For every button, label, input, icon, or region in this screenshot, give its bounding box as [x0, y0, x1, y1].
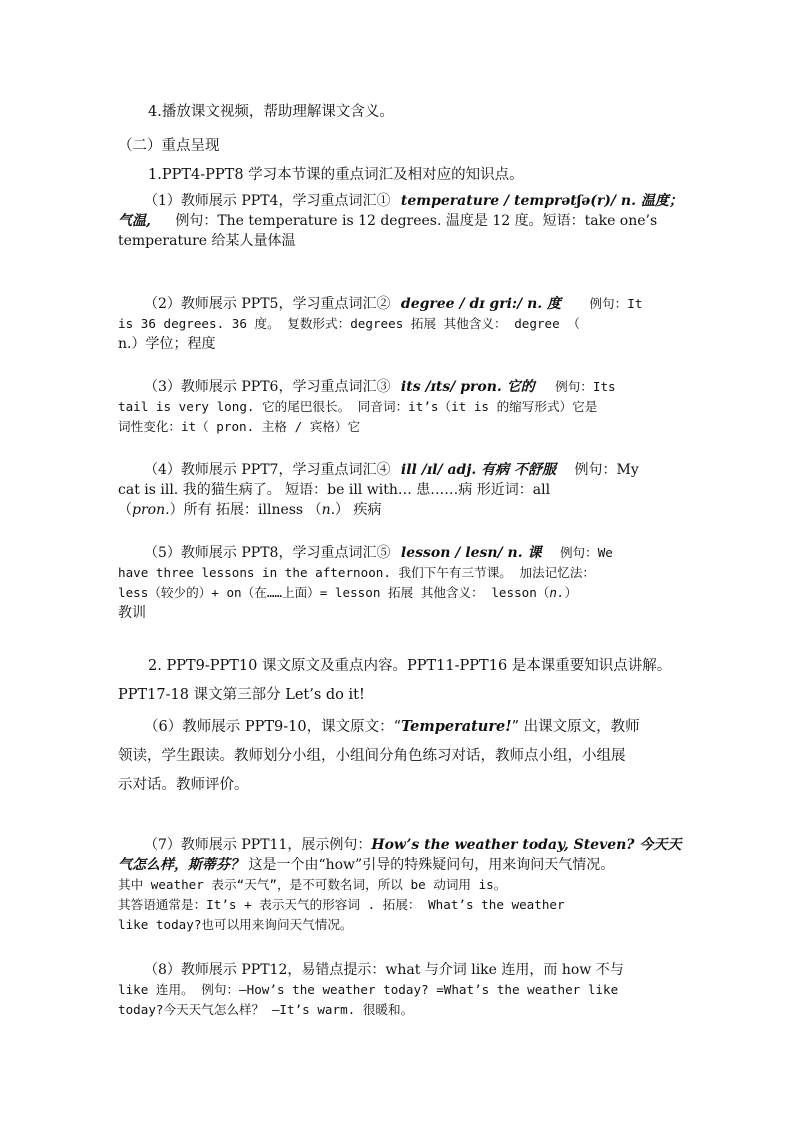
item-2-line2: is 36 degrees. 36 度。 复数形式：degrees 拓展 其他含义： degree （ — [118, 316, 580, 331]
item-4-line2: cat is ill. 我的猫生病了。 短语：be ill with… 患……病 形近词：all — [118, 482, 551, 498]
item-6-line2: 领读，学生跟读。教师划分小组，小组间分角色练习对话，教师点小组，小组展 — [118, 748, 626, 764]
item-1-lead: （1）教师展示 PPT4，学习重点词汇① — [144, 193, 391, 209]
item-3-line2: tail is very long. 它的尾巴很长。 同音词：it’s（it is 的缩写形式）它是 — [118, 399, 598, 414]
item-3-its: （3）教师展示 PPT6，学习重点词汇③ its /ɪts/ pron. 它的 例句：Its tail is very long. 它的尾巴很长。 同音词：it’s（it is 的缩写形式）它是 词性变化：it（ pron. 主格 / 宾格）它 — [118, 377, 680, 437]
item-6-title: Temperature! — [401, 718, 512, 735]
item-1-temperature — [118, 191, 683, 251]
item-6-line3: 示对话。教师评价。 — [118, 777, 249, 793]
item-2-degree: （2）教师展示 PPT5，学习重点词汇② degree / dɪ gri:/ n. 度 例句：It is 36 degrees. 36 度。 复数形式：degrees 拓展 其他含义： degree （ n.）学位；程度 — [118, 294, 680, 354]
item-8-line2: like 连用。 例句：—How’s the weather today? =What’s the weather like — [118, 982, 619, 997]
item-4-line3: （pron.）所有 拓展：illness （n.） 疾病 — [118, 502, 382, 518]
item-2-line3: n.）学位；程度 — [118, 336, 216, 352]
item-4-ill: （4）教师展示 PPT7，学习重点词汇④ ill /ɪl/ adj. 有病 不舒服 例句：My cat is ill. 我的猫生病了。 短语：be ill with… 患……病 形近词：all （pron.）所有 拓展：illness （n.） 疾病 — [118, 460, 680, 520]
item-1-line3: temperature 给某人量体温 — [118, 233, 296, 249]
item-5-line4: 教训 — [118, 605, 146, 621]
item-1-example: 例句：The temperature is 12 degrees. 温度是 12 度。短语：take one’s — [175, 213, 658, 229]
step-2: 2. PPT9-PPT10 课文原文及重点内容。PPT11-PPT16 是本课重要知识点讲解。 PPT17-18 课文第三部分 Let’s do it! — [118, 658, 672, 703]
item-3-word: its /ɪts/ pron. 它的 — [400, 379, 535, 395]
item-5-line3: less（较少的）+ on（在……上面）= lesson 拓展 其他含义： lesson（n.） — [118, 585, 578, 600]
section-title: （二）重点呈现 — [118, 138, 220, 154]
item-6-text: （6）教师展示 PPT9-10，课文原文：“Temperature!” 出课文原文，教师 领读，学生跟读。教师划分小组，小组间分角色练习对话，教师点小组，小组展 示对话。教师评价。 — [118, 712, 680, 800]
item-8-how-what: （8）教师展示 PPT12，易错点提示：what 与介词 like 连用，而 how 不与 like 连用。 例句：—How’s the weather today? =What’s the weather like today?今天天气怎么样？ —It’s warm. 很暖和。 — [118, 960, 680, 1020]
item-2-word: degree / dɪ gri:/ n. 度 — [400, 296, 561, 312]
step-1: 1.PPT4-PPT8 学习本节课的重点词汇及相对应的知识点。 — [148, 167, 524, 183]
item-7-line2: 其中 weather 表示“天气”，是不可数名词，所以 be 动词用 is。 — [118, 877, 507, 892]
item-5-line2: have three lessons in the afternoon. 我们下午有三节课。 加法记忆法： — [118, 565, 596, 580]
item-1-word-cont: 气温, — [118, 213, 151, 229]
intro-step-4: 4.播放课文视频，帮助理解课文含义。 — [148, 104, 394, 120]
item-8-line3: today?今天天气怎么样？ —It’s warm. 很暖和。 — [118, 1002, 414, 1017]
item-7-line3: 其答语通常是：It’s + 表示天气的形容词 . 拓展： What’s the weather — [118, 897, 565, 912]
item-4-word: ill /ɪl/ adj. 有病 不舒服 — [400, 462, 557, 478]
item-7-line4: like today?也可以用来询问天气情况。 — [118, 917, 353, 932]
item-5-word: lesson / lesn/ n. 课 — [400, 545, 542, 561]
item-5-lesson: （5）教师展示 PPT8，学习重点词汇⑤ lesson / lesn/ n. 课 例句：We have three lessons in the afternoon. 我们下午有三节课。 加法记忆法： less（较少的）+ on（在……上面）= lesson 拓展 其他含义： lesson（n.） 教训 — [118, 543, 680, 623]
item-3-line3: 词性变化：it（ pron. 主格 / 宾格）它 — [118, 419, 361, 434]
item-1-word: temperature / temprətʃə(r)/ n. 温度； — [400, 193, 683, 209]
item-7-weather: （7）教师展示 PPT11，展示例句：How’s the weather today, Steven? 今天天 气怎么样，斯蒂芬？ 这是一个由“how”引导的特殊疑问句，用来询问天气情况。 其中 weather 表示“天气”，是不可数名词，所以 be 动词用 is。 其答语通常是：It’s + 表示天气的形容词 . 拓展： What’s the weather like today?也可以用来询问天气情况。 — [118, 835, 680, 935]
item-7-example: How’s the weather today, Steven? 今天天 — [371, 837, 682, 853]
